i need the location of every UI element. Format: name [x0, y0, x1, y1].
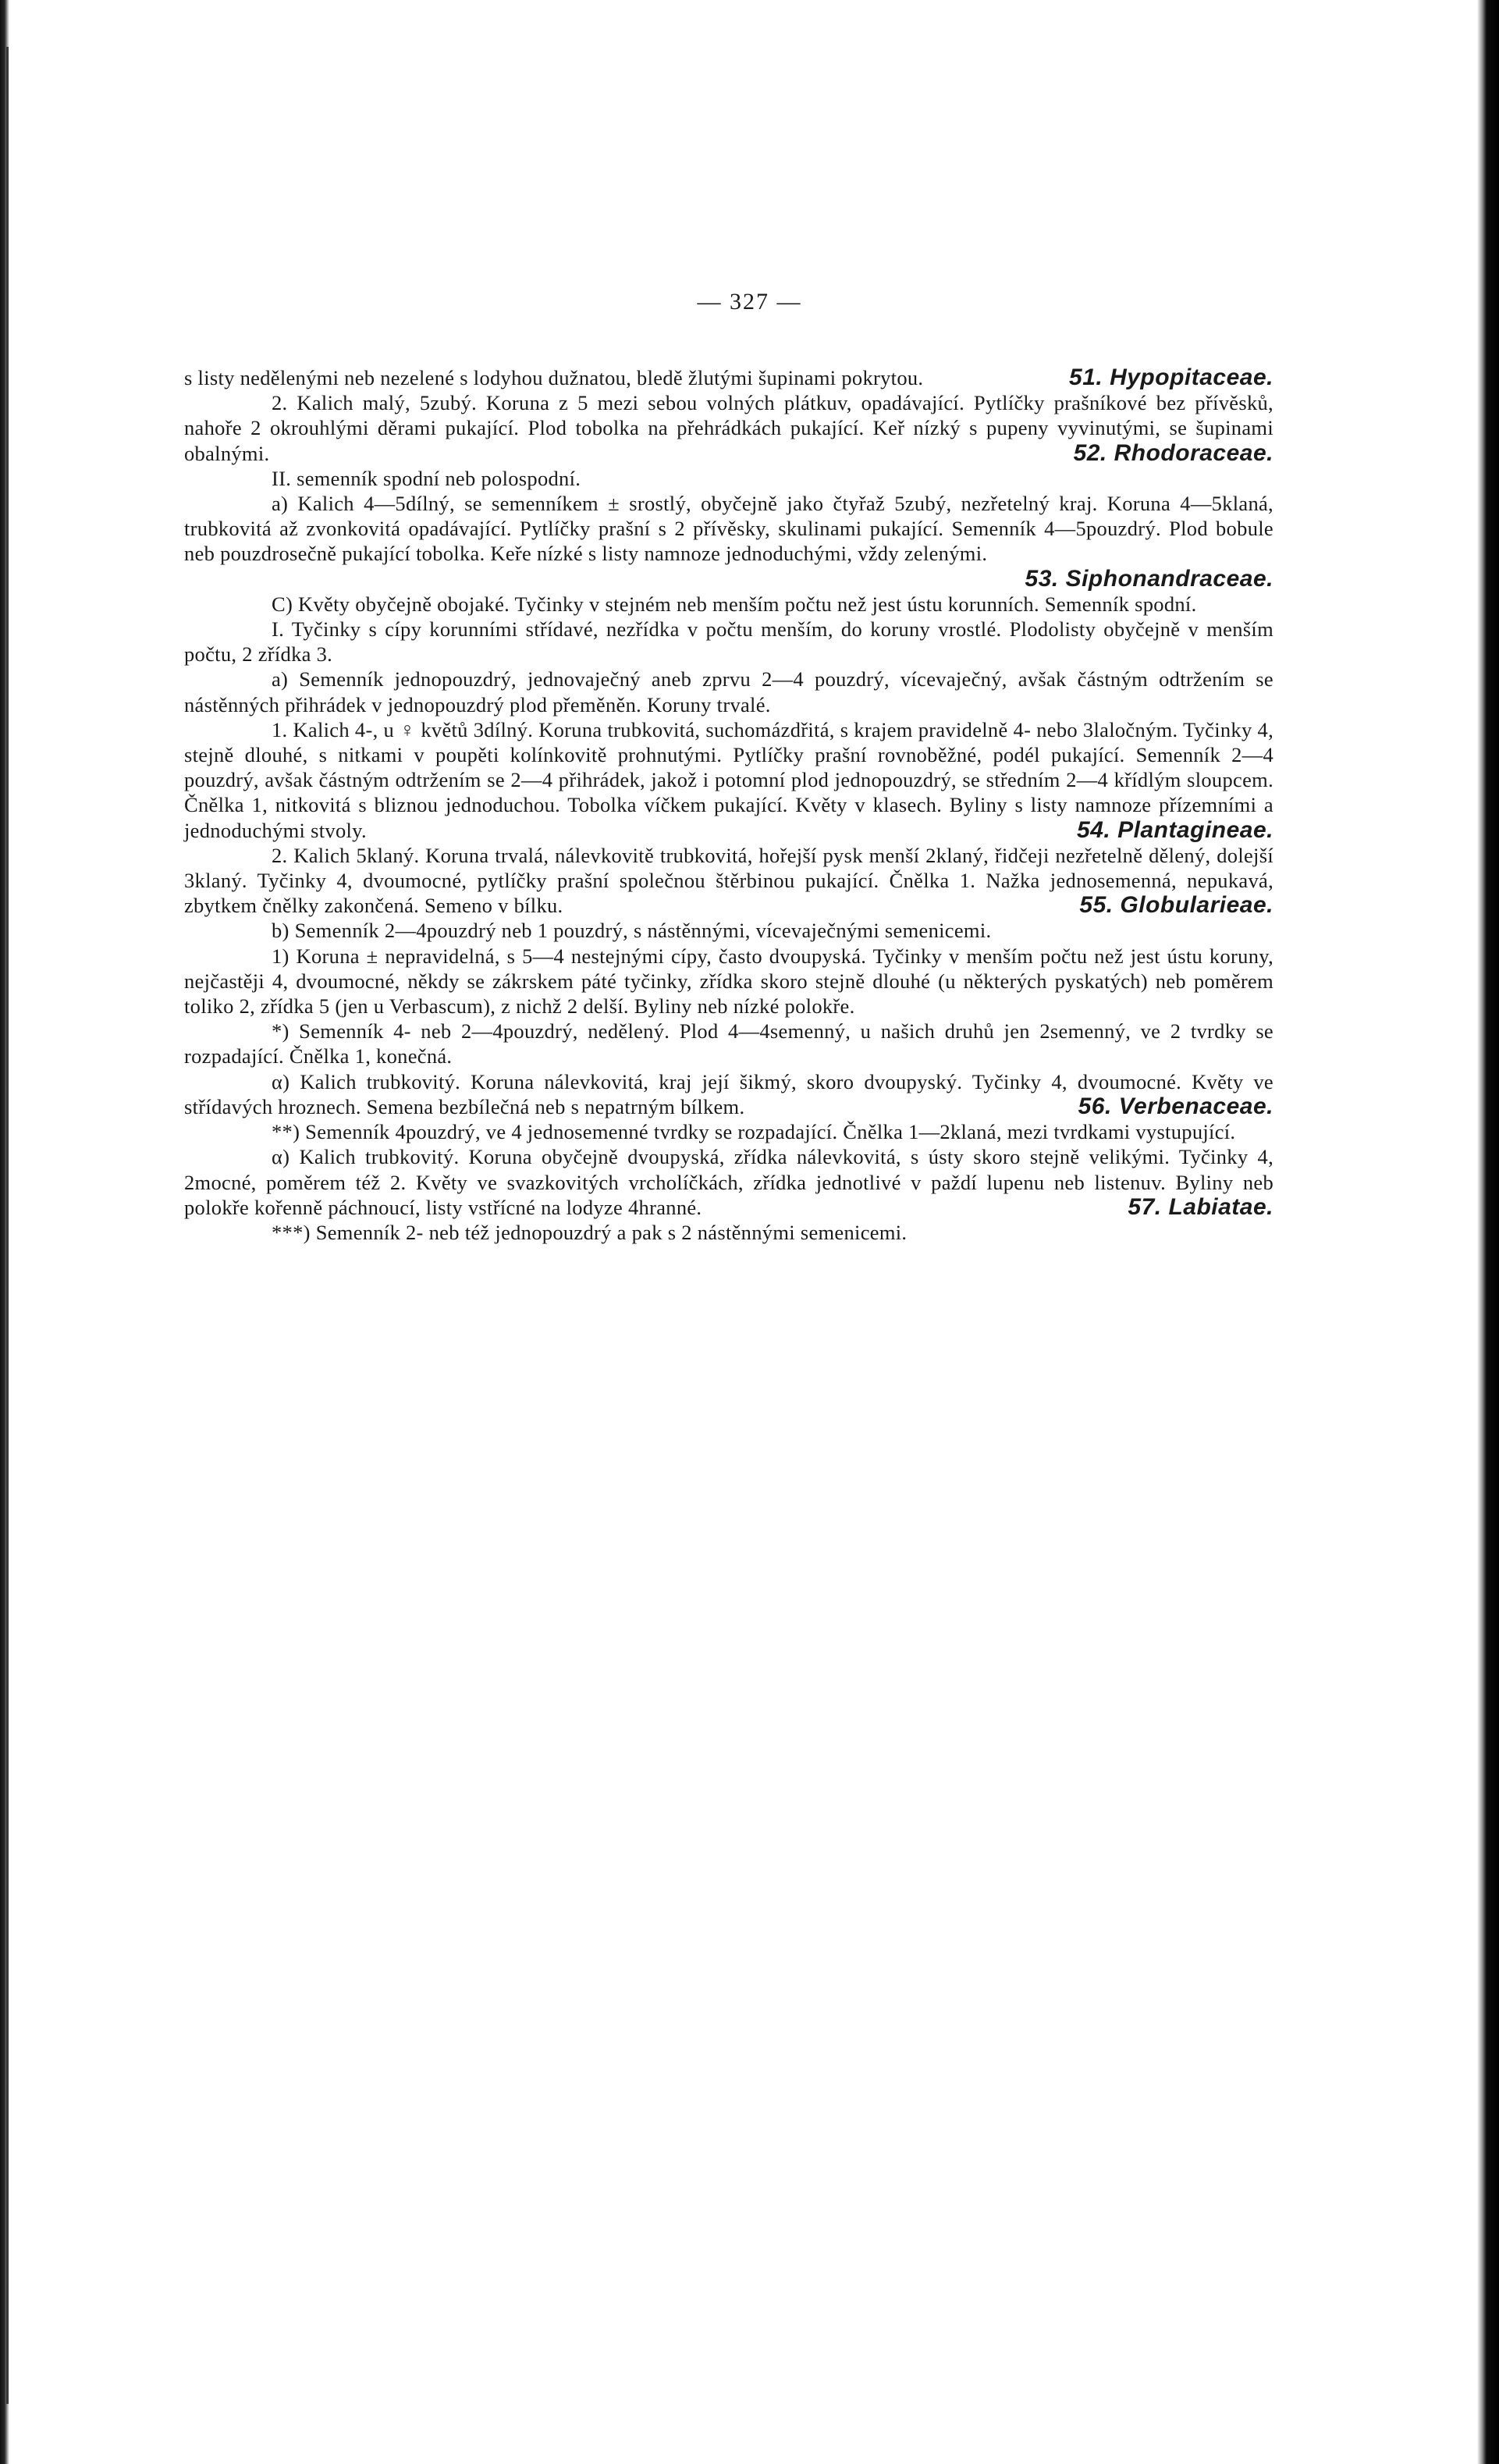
- paragraph-14: [184, 1119, 1273, 1144]
- paragraph-16: [184, 1220, 1273, 1245]
- paragraph-text: ***) Semenník 2- neb též jednopouzdrý a pak s 2 nástěnnými semenicemi.: [272, 1220, 908, 1244]
- paragraph-9: [184, 843, 1273, 919]
- paragraph-12: [184, 1019, 1273, 1068]
- paragraph-8: [184, 717, 1273, 843]
- paragraph-text: a) Kalich 4—5dílný, se semenníkem ± srostlý, obyčejně jako čtyřaž 5zubý, nezřetelný kraj. Koruna 4—5klaná, trubkovitá až zvonkovitá opadávající. Pytlíčky prašní s 2 přívěsky, skulinami pukající. Semenník 4—5pouzdrý. Plod bobule neb pouzdrosečně pukající tobolka. Keře nízké s listy namnoze jednoduchými, vždy zelenými.: [184, 492, 1273, 566]
- paragraph-2: [184, 390, 1273, 466]
- family-name: 54. Plantagineae.: [1077, 816, 1273, 843]
- paragraph-text: b) Semenník 2—4pouzdrý neb 1 pouzdrý, s nástěnnými, vícevaječnými semenicemi.: [272, 919, 992, 943]
- family-name: 53. Siphonandraceae.: [1025, 565, 1273, 592]
- paragraph-text: *) Semenník 4- neb 2—4pouzdrý, nedělený. Plod 4—4semenný, u našich druhů jen 2semenný, ve 2 tvrdky se rozpadající. Čnělka 1, konečná.: [184, 1019, 1273, 1068]
- family-name: 56. Verbenaceae.: [1078, 1093, 1273, 1119]
- paragraph-1: [184, 365, 1273, 390]
- family-name: 57. Labiatae.: [1128, 1193, 1273, 1220]
- paragraph-5: [184, 592, 1273, 617]
- scan-edge-left-line: [6, 47, 9, 2404]
- paragraph-text: a) Semenník jednopouzdrý, jednovaječný aneb zprvu 2—4 pouzdrý, vícevaječný, avšak částným odtržením se nástěnných přihrádek v jednopouzdrý plod přeměněn. Koruny trvalé.: [184, 667, 1273, 716]
- paragraph-text: 2. Kalich 5klaný. Koruna trvalá, nálevkovitě trubkovitá, hořejší pysk menší 2klaný, řidčeji nezřetelně dělený, dolejší 3klaný. Tyčinky 4, dvoumocné, pytlíčky prašní společnou štěrbinou pukající. Čnělka 1. Nažka jednosemenná, nepukavá, zbytkem čnělky zakončená. Semeno v bílku.: [184, 843, 1273, 918]
- paragraph-13: [184, 1069, 1273, 1119]
- paragraph-6: [184, 617, 1273, 667]
- body-text: [184, 365, 1273, 1245]
- paragraph-text: α) Kalich trubkovitý. Koruna nálevkovitá, kraj její šikmý, skoro dvoupyský. Tyčinky 4, dvoumocné. Květy ve střídavých hroznech. Semena bezbílečná neb s nepatrným bílkem.: [184, 1069, 1273, 1118]
- paragraph-text: I. Tyčinky s cípy korunními střídavé, nezřídka v počtu menším, do koruny vrostlé. Plodolisty obyčejně v menším počtu, 2 zřídka 3.: [184, 617, 1273, 667]
- paragraph-text: II. semenník spodní neb polospodní.: [272, 466, 581, 490]
- paragraph-text: 1) Koruna ± nepravidelná, s 5—4 nestejnými cípy, často dvoupyská. Tyčinky v menším počtu než jest ústu koruny, nejčastěji 4, dvoumocné, někdy se zákrskem páté tyčinky, zřídka skoro stejně dlouhé (u některých pyskatých) neb poměrem toliko 2, zřídka 5 (jen u Verbascum), z nichž 2 delší. Byliny neb nízké polokře.: [184, 944, 1273, 1019]
- paragraph-11: [184, 944, 1273, 1019]
- paragraph-3: [184, 466, 1273, 491]
- scan-edge-right: [1477, 0, 1499, 2464]
- family-name: 52. Rhodoraceae.: [1073, 439, 1273, 466]
- paragraph-text: 1. Kalich 4-, u ♀ květů 3dílný. Koruna trubkovitá, suchomázdřitá, s krajem pravidelně 4- nebo 3laločným. Tyčinky 4, stejně dlouhé, s nitkami v poupěti kolínkovitě prohnutými. Pytlíčky prašní rovnoběžné, podél pukající. Semenník 2—4 pouzdrý, avšak částným odtržením se 2—4 přihrádek, jakož i potomní plod jednopouzdrý, se středním 2—4 křídlým sloupcem. Čnělka 1, nitkovitá s bliznou jednoduchou. Tobolka víčkem pukající. Květy v klasech. Byliny s listy namnoze přízemními a jednoduchými stvoly.: [184, 717, 1273, 842]
- paragraph-text: C) Květy obyčejně obojaké. Tyčinky v stejném neb menším počtu než jest ústu korunních. Semenník spodní.: [272, 592, 1197, 616]
- paragraph-text: α) Kalich trubkovitý. Koruna obyčejně dvoupyská, zřídka nálevkovitá, s ústy skoro stejně velikými. Tyčinky 4, 2mocné, poměrem též 2. Květy ve svazkovitých vrcholíčkách, zřídka jednotlivé v paždí lupenu neb listenuv. Byliny neb polokře kořenně páchnoucí, listy vstřícné na lodyze 4hranné.: [184, 1145, 1273, 1219]
- paragraph-7: [184, 667, 1273, 716]
- paragraph-4: [184, 491, 1273, 592]
- family-name: 55. Globularieae.: [1079, 892, 1273, 919]
- paragraph-15: [184, 1144, 1273, 1220]
- paragraph-text: 2. Kalich malý, 5zubý. Koruna z 5 mezi sebou volných plátkuv, opadávající. Pytlíčky prašníkové bez přívěsků, nahoře 2 okrouhlými děrami pukající. Plod tobolka na přehrádkách pukající. Keř nízký s pupeny vyvinutými, se šupinami obalnými.: [184, 391, 1273, 465]
- paragraph-text: **) Semenník 4pouzdrý, ve 4 jednosemenné tvrdky se rozpadající. Čnělka 1—2klaná, mezi tvrdkami vystupující.: [272, 1120, 1236, 1144]
- family-name: 51. Hypopitaceae.: [1069, 364, 1273, 390]
- paragraph-text: s listy nedělenými neb nezelené s lodyhou dužnatou, bledě žlutými šupinami pokrytou.: [184, 366, 924, 389]
- page-number: — 327 —: [697, 289, 802, 315]
- paragraph-10: [184, 918, 1273, 943]
